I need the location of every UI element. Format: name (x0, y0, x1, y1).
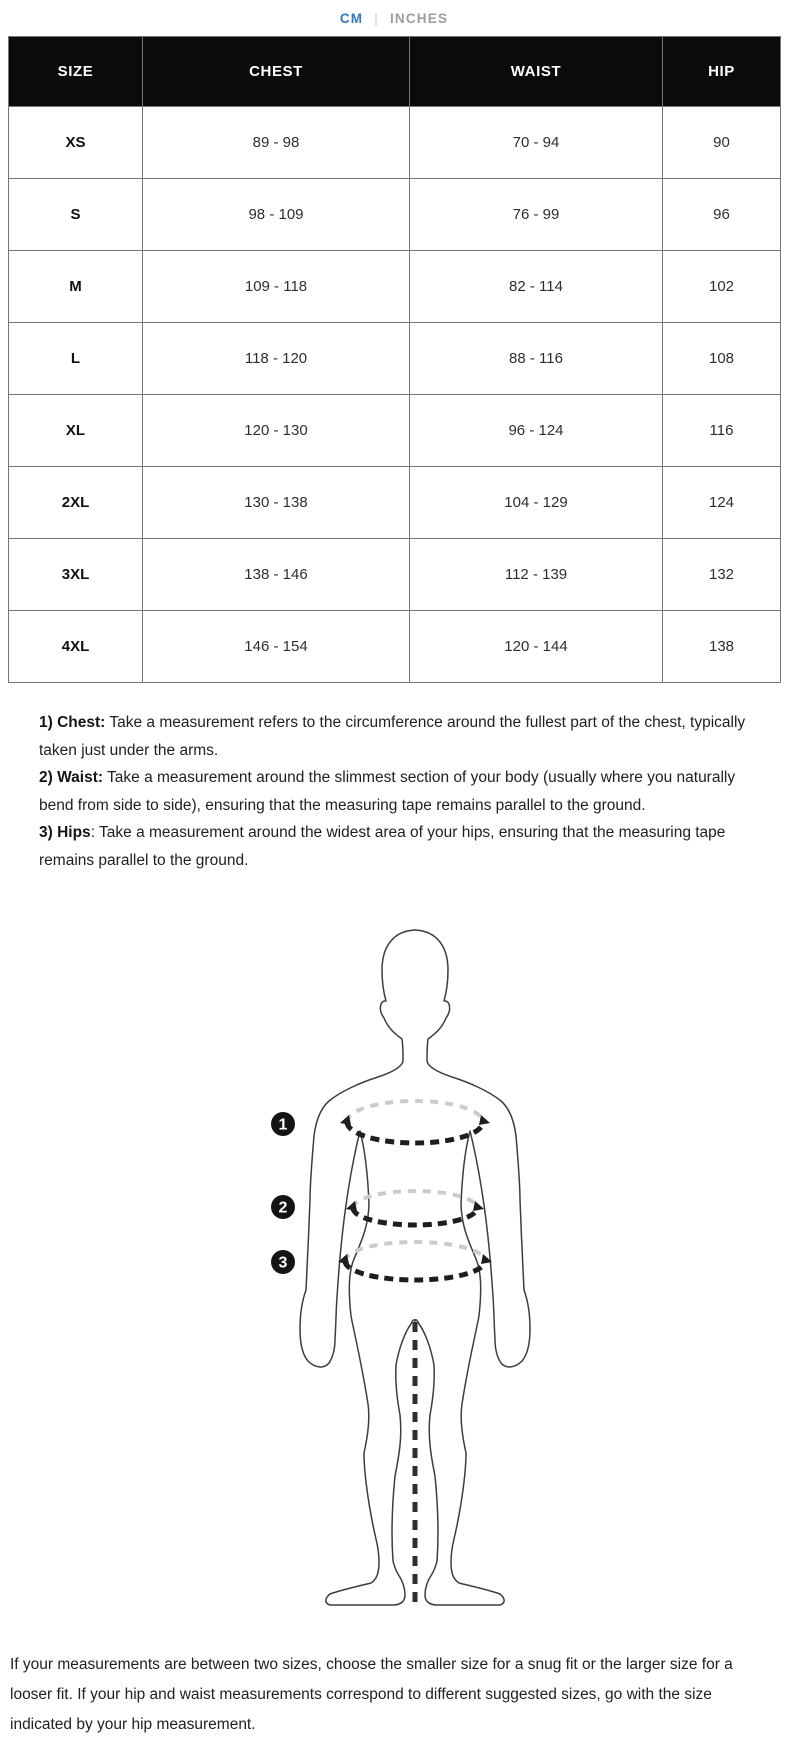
measurement-instructions (39, 709, 770, 874)
fit-advice-text: If your measurements are between two sizes, choose the smaller size for a snug fit or the larger size for a looser fit. If your hip and waist measurements correspond to different suggested sizes, go with the size indicated by your hip measurement. (10, 1656, 733, 1733)
column-header-waist: WAIST (410, 37, 663, 107)
waist-cell: 88 - 116 (410, 323, 663, 395)
chest-cell: 120 - 130 (143, 395, 410, 467)
marker-3-number: 3 (278, 1254, 288, 1272)
chest-cell: 130 - 138 (143, 467, 410, 539)
table-row (9, 395, 781, 467)
table-row (9, 107, 781, 179)
hip-cell: 108 (663, 323, 781, 395)
instruction-chest (39, 709, 770, 764)
hip-cell: 90 (663, 107, 781, 179)
marker-hips (271, 1250, 295, 1274)
instruction-hips-text: : Take a measurement around the widest area of your hips, ensuring that the measuring tape remains parallel to the ground. (39, 824, 726, 869)
instruction-waist (39, 764, 770, 819)
column-header-chest: CHEST (143, 37, 410, 107)
waist-cell: 120 - 144 (410, 611, 663, 683)
chest-cell: 138 - 146 (143, 539, 410, 611)
table-row (9, 323, 781, 395)
table-row (9, 251, 781, 323)
unit-toggle (0, 0, 788, 26)
column-header-size: SIZE (9, 37, 143, 107)
instruction-waist-text: Take a measurement around the slimmest section of your body (usually where you naturally bend from side to side), ensuring that the measuring tape remains parallel to the ground. (39, 769, 736, 814)
waist-cell: 82 - 114 (410, 251, 663, 323)
waist-cell: 112 - 139 (410, 539, 663, 611)
waist-cell: 104 - 129 (410, 467, 663, 539)
hip-cell: 102 (663, 251, 781, 323)
size-cell: S (9, 179, 143, 251)
size-chart-table (8, 36, 781, 683)
instruction-chest-text: Take a measurement refers to the circumference around the fullest part of the chest, typically taken just under the arms. (39, 714, 746, 759)
size-cell: 3XL (9, 539, 143, 611)
hip-cell: 96 (663, 179, 781, 251)
table-header-row (9, 37, 781, 107)
chest-cell: 98 - 109 (143, 179, 410, 251)
hip-cell: 116 (663, 395, 781, 467)
table-row (9, 467, 781, 539)
size-cell: M (9, 251, 143, 323)
chest-cell: 109 - 118 (143, 251, 410, 323)
table-row (9, 179, 781, 251)
instruction-hips-lead: 3) Hips (39, 824, 91, 841)
size-cell: 2XL (9, 467, 143, 539)
chest-cell: 118 - 120 (143, 323, 410, 395)
unit-cm-button[interactable]: CM (339, 11, 364, 26)
measurement-figure (0, 920, 788, 1620)
body-figure-svg (0, 920, 788, 1620)
hip-cell: 132 (663, 539, 781, 611)
tape-arrow-icon (473, 1201, 484, 1211)
unit-inches-button[interactable]: INCHES (389, 11, 449, 26)
table-row (9, 611, 781, 683)
size-cell: L (9, 323, 143, 395)
marker-chest (271, 1112, 295, 1136)
marker-2-number: 2 (278, 1199, 288, 1217)
column-header-hip: HIP (663, 37, 781, 107)
instruction-hips (39, 819, 770, 874)
size-cell: 4XL (9, 611, 143, 683)
hip-cell: 124 (663, 467, 781, 539)
instruction-waist-lead: 2) Waist: (39, 769, 104, 786)
chest-cell: 89 - 98 (143, 107, 410, 179)
waist-cell: 96 - 124 (410, 395, 663, 467)
size-cell: XS (9, 107, 143, 179)
marker-waist (271, 1195, 295, 1219)
size-cell: XL (9, 395, 143, 467)
unit-toggle-separator: | (374, 11, 379, 26)
hip-cell: 138 (663, 611, 781, 683)
waist-cell: 70 - 94 (410, 107, 663, 179)
waist-cell: 76 - 99 (410, 179, 663, 251)
table-row (9, 539, 781, 611)
instruction-chest-lead: 1) Chest: (39, 714, 106, 731)
marker-1-number: 1 (278, 1116, 288, 1134)
chest-cell: 146 - 154 (143, 611, 410, 683)
